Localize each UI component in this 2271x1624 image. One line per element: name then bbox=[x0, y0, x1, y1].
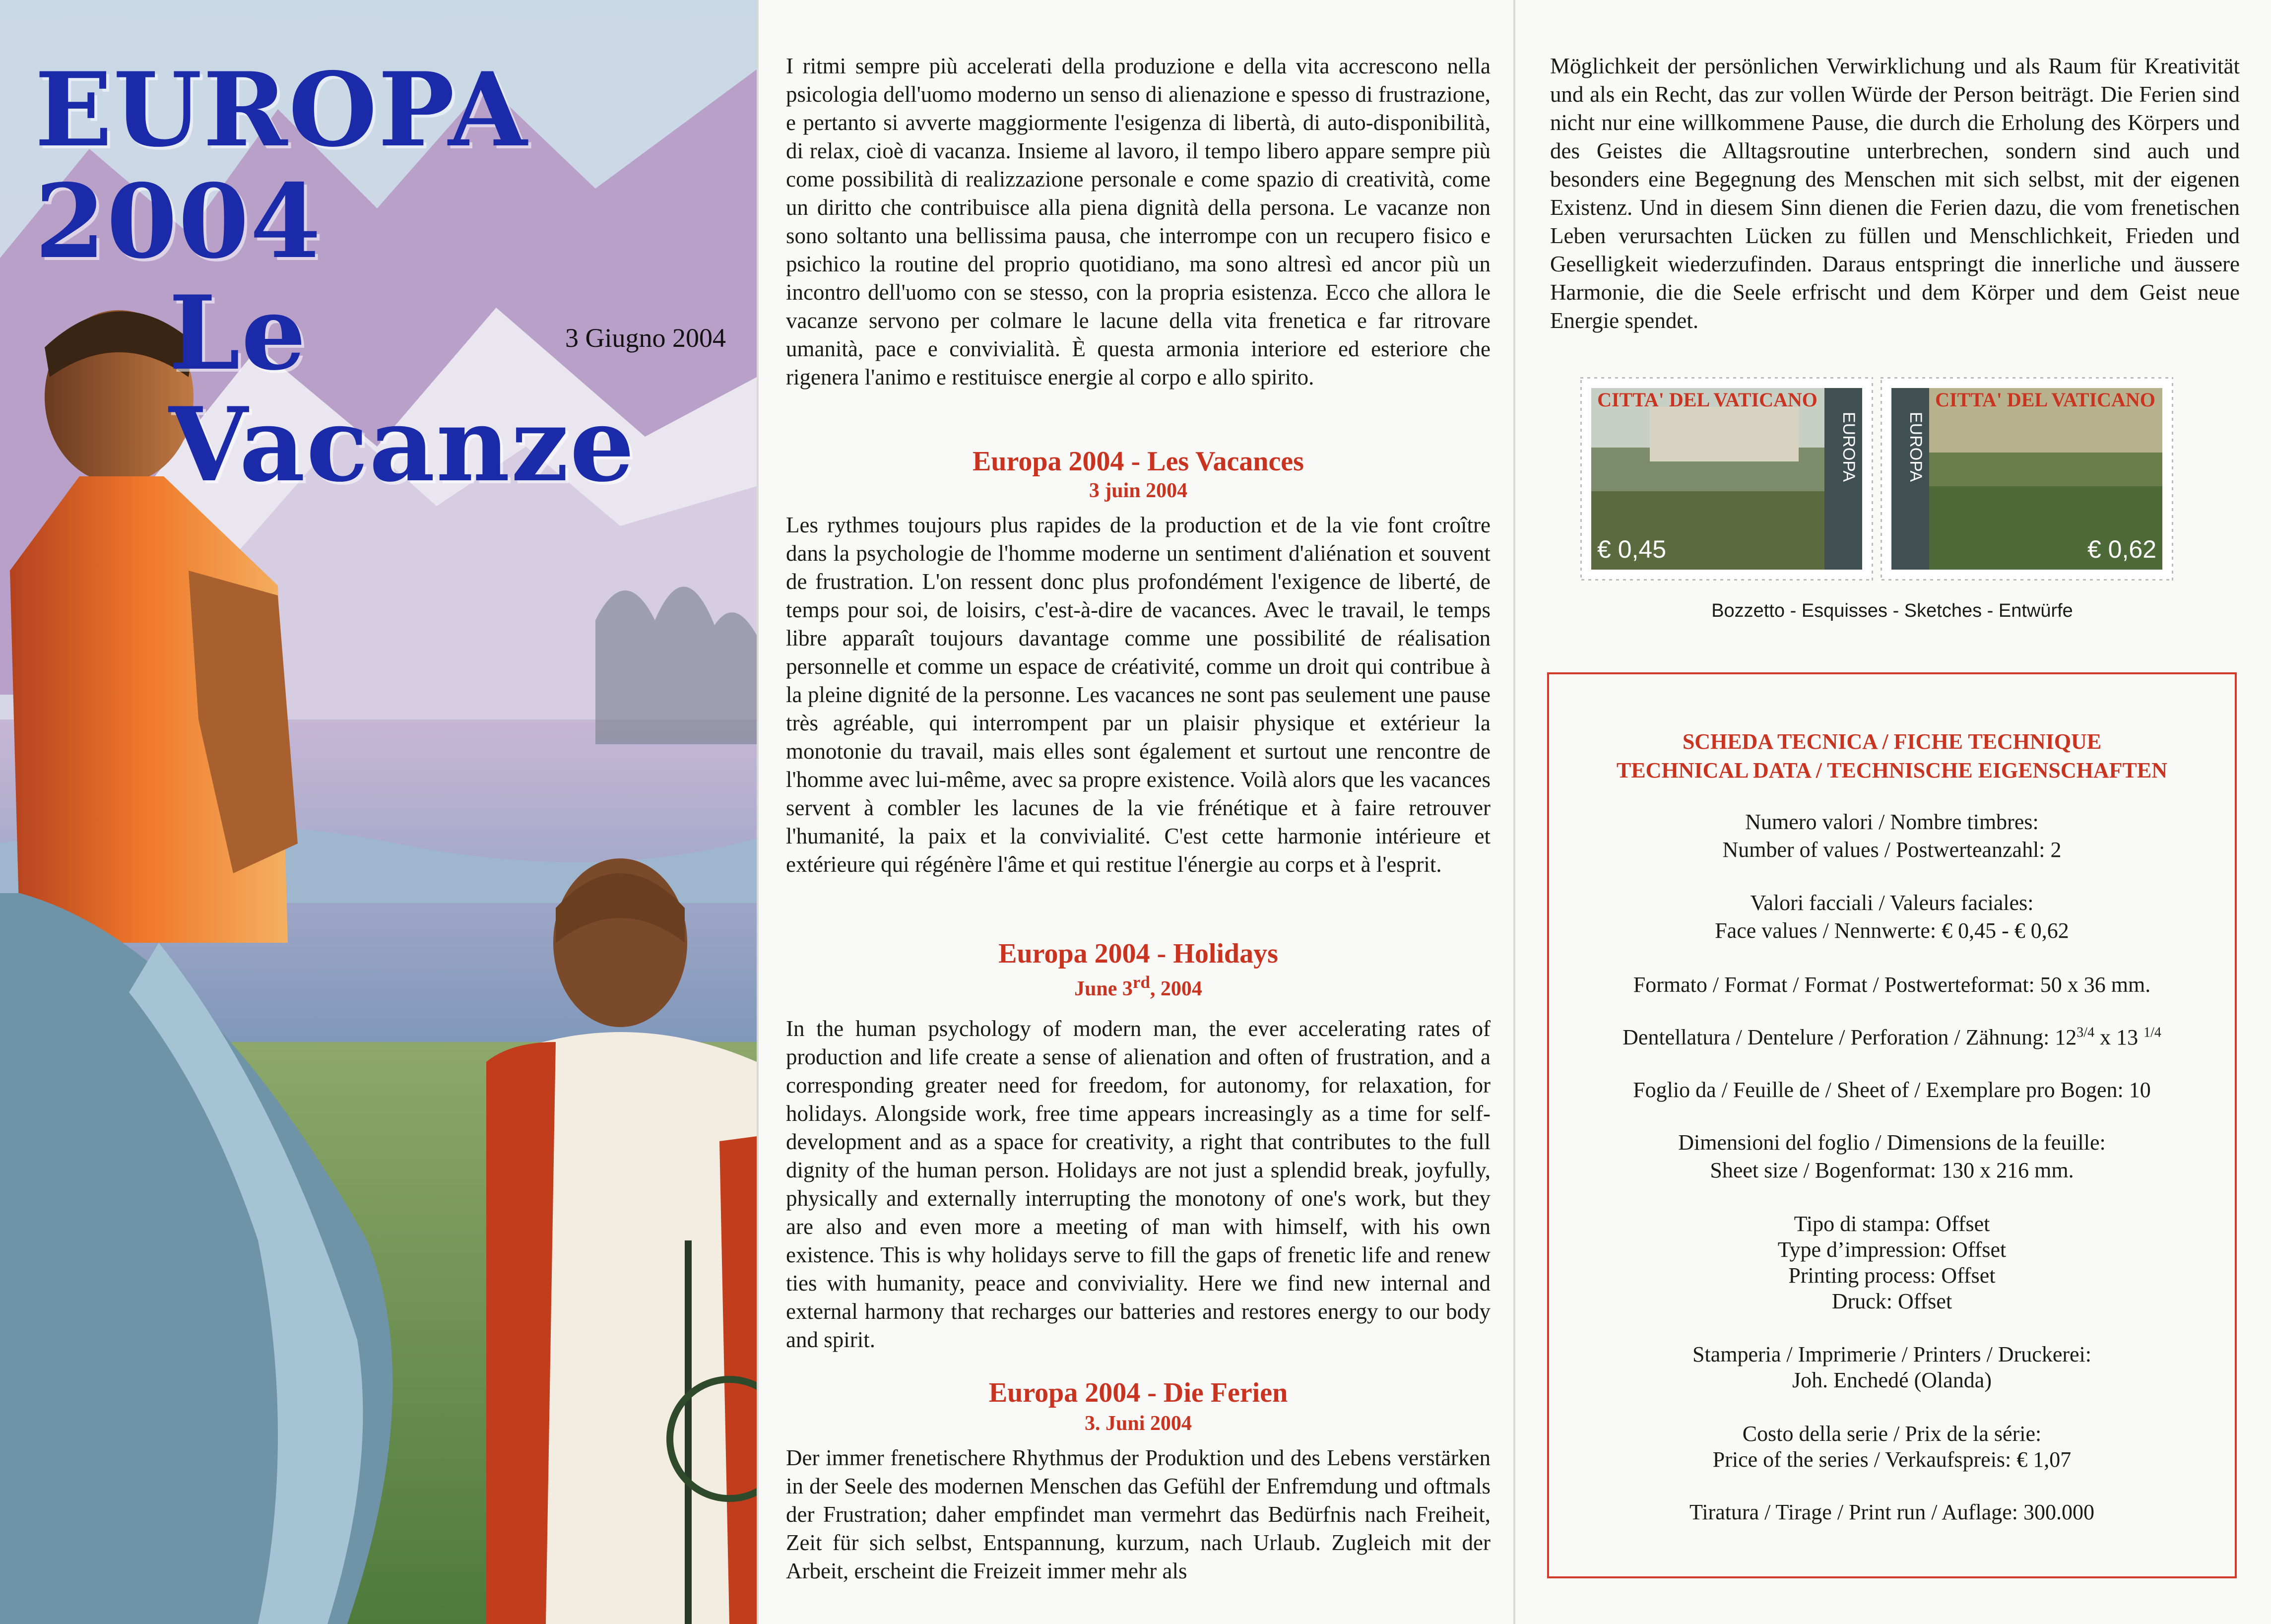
tech-perforation-fraction-2: 1/4 bbox=[2143, 1025, 2161, 1040]
tech-printers: Stamperia / Imprimerie / Printers / Druckerei: bbox=[1692, 1342, 2091, 1366]
tech-face-values: Valori facciali / Valeurs faciales: bbox=[1750, 891, 2034, 915]
english-date-prefix: June 3 bbox=[1074, 977, 1133, 1000]
german-text: Der immer frenetischere Rhythmus der Produktion und des Lebens verstärken in der Seele des modernen Menschen das Gefühl der Enfremdung und oftmals der Frustration; daher empfindet man vermehrt das Bedürfnis nach Freiheit, Zeit für sich selbst, Entspannung, kurzum, nach Urlaub. Zugleich mit der Arbeit, erscheint die Freizeit immer mehr als bbox=[786, 1445, 1491, 1583]
tech-print-type-en: Printing process: Offset bbox=[1788, 1263, 1996, 1288]
middle-panel bbox=[757, 0, 1513, 1624]
english-date bbox=[786, 973, 1491, 1001]
tech-print-run: Tiratura / Tirage / Print run / Auflage: 300.000 bbox=[1689, 1500, 2095, 1524]
tech-print-type-it: Tipo di stampa: Offset bbox=[1794, 1212, 1990, 1236]
tech-print-type-de: Druck: Offset bbox=[1831, 1289, 1952, 1313]
cover-title-line2: Le Vacanze bbox=[169, 274, 636, 505]
french-text: Les rythmes toujours plus rapides de la production et de la vie font croître dans la psychologie de l'homme moderne un sentiment d'aliénation et souvent de frustration. L'on ressent donc plus profondément l'exigence de liberté, de temps pour soi, de loisirs, c'est-à-dire de vacances. Avec le travail, le temps libre apparaît toujours davantage comme une possibilité de réalisation personnelle et comme un espace de créativité, comme un droit qui contribue à la pleine dignité de la personne. Les vacances ne sont pas seulement une pause très agréable, qui interrompent par un plaisir physique et extérieur la monotonie du travail, mais elles sont également et surtout une rencontre de l'homme avec lui-même, avec sa propre existence. Voilà alors que les vacances servent à combler les lacunes de la vie frénétique et à faire retrouver l'humanité, la paix et la convivialité. C'est cette harmonie intérieure et extérieure qui régénère l'âme et qui restitue l'énergie au corps et à l'esprit. bbox=[786, 513, 1491, 877]
tech-print-type-fr: Type d’impression: Offset bbox=[1777, 1237, 2007, 1262]
stamp-2 bbox=[1881, 377, 2173, 581]
tech-num-values-en: Number of values / Postwerteanzahl: 2 bbox=[1722, 838, 2062, 862]
tech-face-values-en: Face values / Nennwerte: € 0,45 - € 0,62 bbox=[1715, 918, 2069, 943]
stamp-2-value: € 0,62 bbox=[2087, 535, 2156, 563]
tech-perforation-prefix: Dentellatura / Dentelure / Perforation / Zähnung: 12 bbox=[1622, 1025, 2077, 1049]
tech-sheet-dimensions: Dimensioni del foglio / Dimensions de la feuille: bbox=[1678, 1130, 2106, 1155]
stamps-caption: Bozzetto - Esquisses - Sketches - Entwürfe bbox=[1711, 600, 2073, 621]
stamp-1 bbox=[1580, 377, 1873, 581]
cover-title bbox=[35, 51, 757, 505]
french-heading: Europa 2004 - Les Vacances bbox=[973, 446, 1304, 477]
tech-series-price: Price of the series / Verkaufspreis: € 1,07 bbox=[1712, 1447, 2072, 1472]
french-date: 3 juin 2004 bbox=[1089, 479, 1188, 502]
stamp-1-value: € 0,45 bbox=[1597, 535, 1667, 563]
tech-num-values: Numero valori / Nombre timbres: bbox=[1745, 810, 2039, 834]
german-heading: Europa 2004 - Die Ferien bbox=[988, 1377, 1288, 1408]
stamp-1-side-label: EUROPA bbox=[1839, 412, 1858, 482]
tech-printer-name: Joh. Enchedé (Olanda) bbox=[1792, 1368, 1992, 1392]
cover-date: 3 Giugno 2004 bbox=[565, 323, 726, 353]
german-text-continued: Möglichkeit der persönlichen Verwirklichung und als Raum für Kreativität und als ein Recht, das zur vollen Würde der Person beiträgt. Die Ferien sind nicht nur eine willkommene Pause, die durch die Erholung des Körpers und des Geistes die Alltagsroutine unterbrechen, sondern sind auch und besonders eine Begegnung des Menschen mit sich selbst, mit der eigenen Existenz. Und in diesem Sinn dienen die Ferien dazu, die vom frenetischen Leben verursachten Lücken zu füllen und Menschlichkeit, Frieden und Geselligkeit wiederzufinden. Daraus entspringt die innerliche und äussere Harmonie, die die Seele erfrischt und dem Körper und dem Geist neue Energie spendet. bbox=[1550, 54, 2240, 333]
tech-perforation-mid: x 13 bbox=[2094, 1025, 2144, 1049]
tech-perforation bbox=[1549, 1025, 2235, 1050]
tech-heading-1: SCHEDA TECNICA / FICHE TECHNIQUE bbox=[1682, 729, 2102, 754]
italian-text: I ritmi sempre più accelerati della produzione e della vita accrescono nella psicologia dell'uomo moderno un senso di alienazione e spesso di frustrazione, e pertanto si avverte maggiormente l'esigenza di libertà, di auto-disponibilità, di relax, cioè di vacanza. Insieme al lavoro, il tempo libero appare sempre più come possibilità di realizzazione personale e come spazio di creatività, come un diritto che contribuisce alla piena dignità della persona. Le vacanze non sono soltanto una bellissima pausa, che interrompe con un recupero fisico e psichico la routine del proprio quotidiano, ma sono altresì ed ancor più un incontro dell'uomo con se stesso, con la propria esistenza. Ecco che allora le vacanze servono per colmare le lacune della vita frenetica e far ritrovare umanità, pace e convivialità. È questa armonia interiore ed esteriore che rigenera l'animo e restituisce energie al corpo e allo spirito. bbox=[786, 54, 1491, 390]
english-date-suffix: , 2004 bbox=[1150, 977, 1202, 1000]
stamp-2-country: CITTA' DEL VATICANO bbox=[1935, 389, 2155, 411]
tech-heading-2: TECHNICAL DATA / TECHNISCHE EIGENSCHAFTEN bbox=[1616, 758, 2168, 782]
tech-perforation-fraction-1: 3/4 bbox=[2076, 1025, 2095, 1040]
cover-title-line1: EUROPA 2004 bbox=[35, 51, 528, 281]
english-date-sup: rd bbox=[1132, 973, 1150, 992]
stamp-1-country: CITTA' DEL VATICANO bbox=[1597, 389, 1817, 411]
tech-format: Formato / Format / Format / Postwerteformat: 50 x 36 mm. bbox=[1633, 973, 2151, 997]
english-text: In the human psychology of modern man, the ever accelerating rates of production and life create a sense of alienation and often of frustration, and a corresponding greater need for freedom, for autonomy, for relaxation, for holidays. Alongside work, free time appears increasingly as a time for self-development and as a space for creativity, a right that contributes to the full dignity of the human person. Holidays are not just a splendid break, joyfully, physically and externally interrupting the monotony of one's work, but they are also and even more a meeting of man with himself, with his own existence. This is why holidays serve to fill the gaps of frenetic life and renew ties with humanity, peace and conviviality. Here we find new internal and external harmony that recharges our batteries and restores energy to our body and spirit. bbox=[786, 1016, 1491, 1352]
cover-panel bbox=[0, 0, 757, 1624]
english-heading: Europa 2004 - Holidays bbox=[998, 938, 1278, 969]
german-date: 3. Juni 2004 bbox=[1085, 1412, 1192, 1435]
stamp-2-side-label: EUROPA bbox=[1906, 412, 1925, 482]
tech-sheet-of: Foglio da / Feuille de / Sheet of / Exemplare pro Bogen: 10 bbox=[1633, 1078, 2151, 1102]
tech-series-cost: Costo della serie / Prix de la série: bbox=[1742, 1422, 2042, 1446]
technical-data-box bbox=[1547, 672, 2237, 1578]
tech-sheet-size: Sheet size / Bogenformat: 130 x 216 mm. bbox=[1710, 1158, 2074, 1182]
